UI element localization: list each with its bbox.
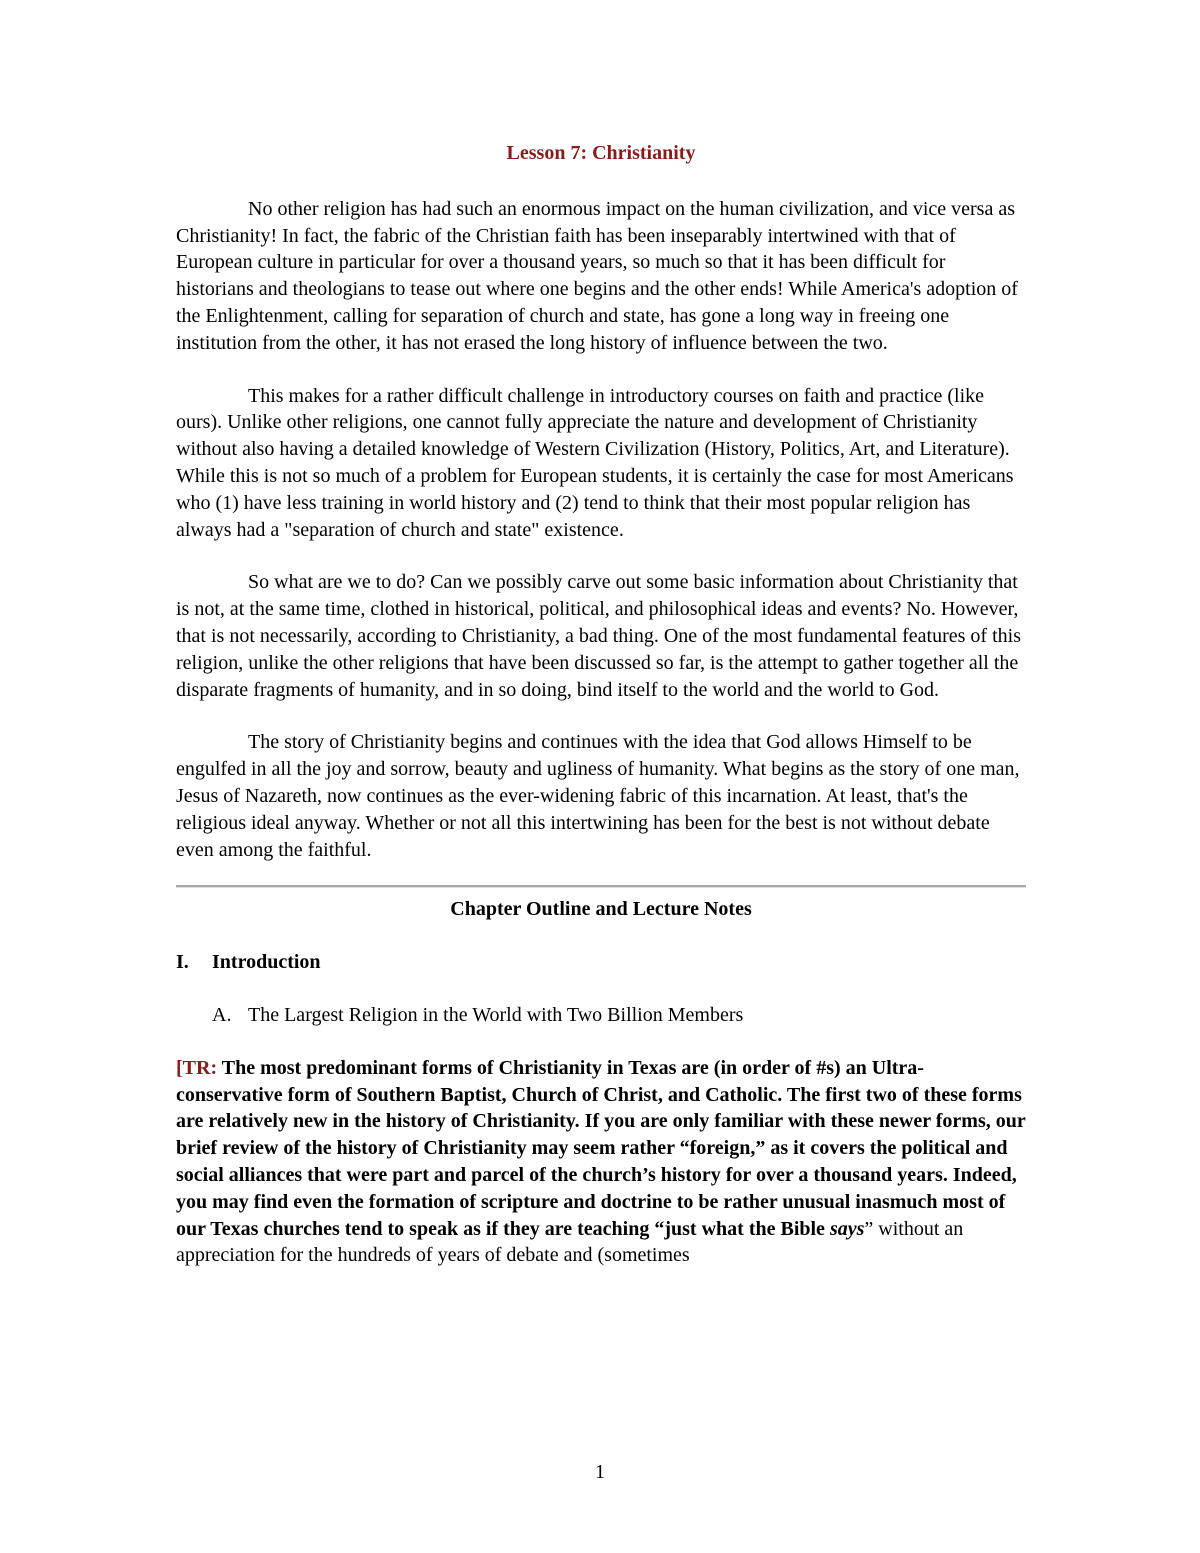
page-number: 1 [595, 1461, 605, 1483]
page-content [176, 140, 1026, 1269]
tr-note-tail: ” without an appreciation for the hundreds of years of debate and (sometimes [176, 1217, 964, 1267]
outline-section-number: I. [176, 951, 189, 974]
outline-item-letter: A. [212, 1003, 232, 1026]
intro-paragraph-1: No other religion has had such an enormous impact on the human civilization, and vice versa as Christianity! In fact, the fabric of the Christian faith has been inseparably intertwined with that of European culture in particular for over a thousand years, so much so that it has been difficult for historians and theologians to tease out where one begins and the other ends! While America's adoption of the Enlightenment, calling for separation of church and state, has gone a long way in freeing one institution from the other, it has not erased the long history of influence between the two. [176, 197, 1018, 354]
teacher-resource-note [176, 1055, 1026, 1269]
outline-section [176, 949, 1026, 976]
tr-tag: [TR: [176, 1056, 218, 1079]
tr-note-emphasis: says [829, 1217, 865, 1240]
intro-paragraph-3: So what are we to do? Can we possibly carve out some basic information about Christianity that is not, at the same time, clothed in historical, political, and philosophical ideas and events? No. However, that is not necessarily, according to Christianity, a bad thing. One of the most fundamental features of this religion, unlike the other religions that have been discussed so far, is the attempt to gather together all the disparate fragments of humanity, and in so doing, bind itself to the world and the world to God. [176, 571, 1021, 701]
outline-section-title: Introduction [212, 951, 321, 974]
tr-note-text: The most predominant forms of Christianity in Texas are (in order of #s) an Ultra-conservative form of Southern Baptist, Church of Christ, and Catholic. The first two of these forms are relatively new in the history of Christianity. If you are only familiar with these newer forms, our brief review of the history of Christianity may seem rather “foreign,” as it covers the political and social alliances that were part and parcel of the church’s history for over a thousand years. Indeed, you may find even the formation of scripture and doctrine to be rather unusual inasmuch most of our Texas churches tend to speak as if they are teaching “just what the Bible [176, 1056, 1026, 1240]
lesson-title: Lesson 7: Christianity [506, 142, 696, 164]
outline-item-text: The Largest Religion in the World with Two Billion Members [248, 1003, 744, 1026]
horizontal-divider [176, 885, 1026, 888]
outline-item [212, 1002, 1026, 1029]
intro-paragraph-4: The story of Christianity begins and continues with the idea that God allows Himself to be engulfed in all the joy and sorrow, beauty and ugliness of humanity. What begins as the story of one man, Jesus of Nazareth, now continues as the ever-widening fabric of this incarnation. At least, that's the religious ideal anyway. Whether or not all this intertwining has been for the best is not without debate even among the faithful. [176, 731, 1020, 861]
intro-paragraph-2: This makes for a rather difficult challenge in introductory courses on faith and practice (like ours). Unlike other religions, one cannot fully appreciate the nature and development of Christianity without also having a detailed knowledge of Western Civilization (History, Politics, Art, and Literature). While this is not so much of a problem for European students, it is certainly the case for most Americans who (1) have less training in world history and (2) tend to think that their most popular religion has always had a "separation of church and state" existence. [176, 384, 1014, 541]
outline-heading: Chapter Outline and Lecture Notes [450, 898, 752, 921]
